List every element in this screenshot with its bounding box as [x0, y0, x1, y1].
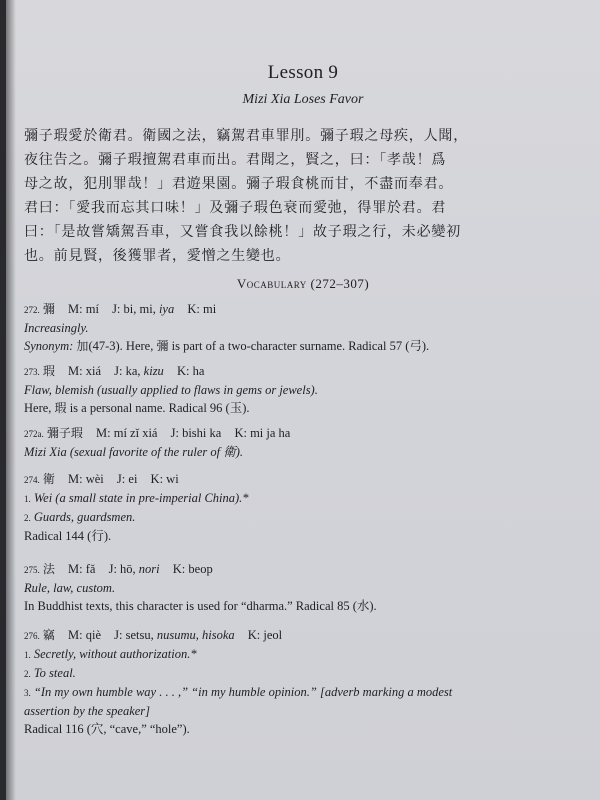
japanese-reading: bi, mi,: [123, 302, 156, 316]
vocabulary-heading: [6, 276, 600, 292]
japanese-label: J:: [108, 562, 117, 576]
vocab-entry-272: [24, 300, 584, 355]
passage-line: 曰：「是故嘗矯駕吾車，又嘗食我以餘桃！」故子瑕之行，未必變初: [24, 224, 461, 240]
mandarin-reading: qiè: [85, 628, 102, 642]
mandarin-label: M:: [68, 302, 83, 316]
passage-line: 夜往告之。彌子瑕擅駕君車而出。君聞之，賢之，曰：「孝哉！爲: [24, 152, 447, 168]
mandarin-reading: mí: [85, 302, 99, 316]
entry-definition: Rule, law, custom.: [24, 581, 116, 595]
sense-number: 3.: [24, 688, 31, 698]
japanese-reading: ei: [128, 472, 138, 486]
sense-text: “In my own humble way . . . ,” “in my humble opinion.” [adverb marking a modest: [33, 685, 453, 699]
entry-character: 彌子瑕: [46, 426, 83, 440]
mandarin-reading: fǎ: [85, 562, 96, 576]
entry-note: In Buddhist texts, this character is used for “dharma.” Radical 85 (水).: [24, 599, 377, 613]
entry-header: [24, 424, 584, 443]
entry-note: [24, 399, 584, 417]
sense-text: Secretly, without authorization.*: [33, 647, 197, 661]
note-character: 瑕: [54, 401, 67, 415]
japanese-kun-reading: kizu: [143, 364, 164, 378]
korean-label: K:: [187, 302, 200, 316]
korean-label: K:: [176, 364, 190, 378]
sense-text-continued: assertion by the speaker]: [24, 704, 151, 718]
entry-note: [24, 337, 584, 355]
vocab-entry-276: [24, 626, 584, 738]
entry-sense: [24, 508, 584, 527]
sense-number: 1.: [24, 494, 31, 504]
entry-header: [24, 560, 584, 579]
note-character: 彌: [156, 339, 169, 353]
mandarin-reading: mí zǐ xiá: [113, 426, 158, 440]
korean-reading: jeol: [263, 628, 283, 642]
entry-character: 彌: [42, 302, 55, 316]
entry-header: [24, 300, 584, 319]
entry-definition: Mizi Xia (sexual favorite of the ruler of 衛).: [24, 445, 244, 459]
mandarin-label: M:: [68, 562, 83, 576]
entry-character: 竊: [42, 628, 55, 642]
lesson-subtitle: Mizi Xia Loses Favor: [242, 92, 364, 107]
korean-reading: mi ja ha: [250, 426, 291, 440]
note-text: is part of a two-character surname. Radical 57 (弓).: [171, 339, 430, 353]
entry-character: 法: [42, 562, 55, 576]
binding-shadow: [6, 0, 16, 800]
mandarin-reading: xiá: [85, 364, 102, 378]
japanese-label: J:: [114, 628, 123, 642]
passage-line: 母之故，犯刖罪哉！」君遊果園。彌子瑕食桃而甘，不盡而奉君。: [24, 176, 454, 192]
japanese-label: J:: [170, 426, 179, 440]
japanese-kun-reading: nori: [138, 562, 160, 576]
mandarin-label: M:: [68, 628, 83, 642]
entry-number: 272a.: [24, 429, 44, 439]
japanese-label: J:: [112, 302, 121, 316]
japanese-reading: bishi ka: [182, 426, 222, 440]
japanese-kun-reading: nusumu, hisoka: [156, 628, 235, 642]
synonym-reference: (47-3). Here,: [88, 339, 154, 353]
sense-text: Guards, guardsmen.: [33, 510, 136, 524]
entry-definition: Increasingly.: [24, 321, 89, 335]
entry-character: 衛: [42, 472, 55, 486]
mandarin-label: M:: [68, 472, 83, 486]
japanese-reading: setsu,: [125, 628, 154, 642]
vocabulary-heading-text: Vocabulary: [236, 276, 307, 291]
synonym-character: 加: [76, 339, 89, 353]
korean-reading: beop: [188, 562, 213, 576]
vocab-entry-272a: [24, 424, 584, 461]
sense-number: 2.: [24, 513, 31, 523]
entry-number: 273.: [24, 367, 40, 377]
entry-header: [24, 362, 584, 381]
note-text: Here,: [24, 401, 52, 415]
entry-character: 瑕: [42, 364, 55, 378]
entry-number: 274.: [24, 475, 40, 485]
sense-number: 1.: [24, 650, 31, 660]
vocab-entry-275: [24, 560, 584, 615]
sense-text: To steal.: [33, 666, 76, 680]
korean-reading: mi: [202, 302, 217, 316]
korean-label: K:: [150, 472, 164, 486]
japanese-kun-reading: iya: [158, 302, 175, 316]
entry-radical: Radical 116 (穴, “cave,” “hole”).: [24, 722, 190, 736]
passage-line: 君曰：「愛我而忘其口味！」及彌子瑕色衰而愛弛，得罪於君。君: [24, 200, 447, 216]
entry-number: 275.: [24, 565, 40, 575]
passage-line: 也。前見賢，後獲罪者，愛憎之生變也。: [24, 248, 291, 264]
japanese-reading: hō,: [120, 562, 136, 576]
entry-number: 272.: [24, 305, 40, 315]
passage-line: 彌子瑕愛於衛君。衛國之法，竊駕君車罪刖。彌子瑕之母疾，人聞，: [24, 128, 468, 144]
mandarin-label: M:: [68, 364, 83, 378]
entry-number: 276.: [24, 631, 40, 641]
entry-sense: [24, 683, 584, 702]
sense-text: Wei (a small state in pre-imperial China).*: [33, 491, 249, 505]
vocab-entry-274: [24, 470, 584, 545]
entry-radical: Radical 144 (行).: [24, 529, 112, 543]
note-text: is a personal name. Radical 96 (玉).: [69, 401, 250, 415]
lesson-title: Lesson 9: [267, 62, 339, 83]
korean-reading: ha: [192, 364, 205, 378]
vocab-entry-273: [24, 362, 584, 417]
japanese-label: J:: [114, 364, 123, 378]
mandarin-reading: wèi: [85, 472, 104, 486]
entry-sense: [24, 489, 584, 508]
korean-label: K:: [247, 628, 261, 642]
korean-reading: wi: [166, 472, 179, 486]
entry-header: [24, 626, 584, 645]
entry-sense: [24, 645, 584, 664]
entry-definition: Flaw, blemish (usually applied to flaws in gems or jewels).: [24, 383, 318, 397]
entry-header: [24, 470, 584, 489]
book-page: [6, 0, 600, 800]
chinese-passage: [24, 124, 572, 268]
entry-sense: [24, 664, 584, 683]
vocabulary-range: (272–307): [310, 276, 370, 291]
mandarin-label: M:: [96, 426, 111, 440]
synonym-label: Synonym:: [24, 339, 74, 353]
sense-number: 2.: [24, 669, 31, 679]
korean-label: K:: [172, 562, 186, 576]
korean-label: K:: [234, 426, 247, 440]
japanese-reading: ka,: [125, 364, 141, 378]
japanese-label: J:: [116, 472, 126, 486]
